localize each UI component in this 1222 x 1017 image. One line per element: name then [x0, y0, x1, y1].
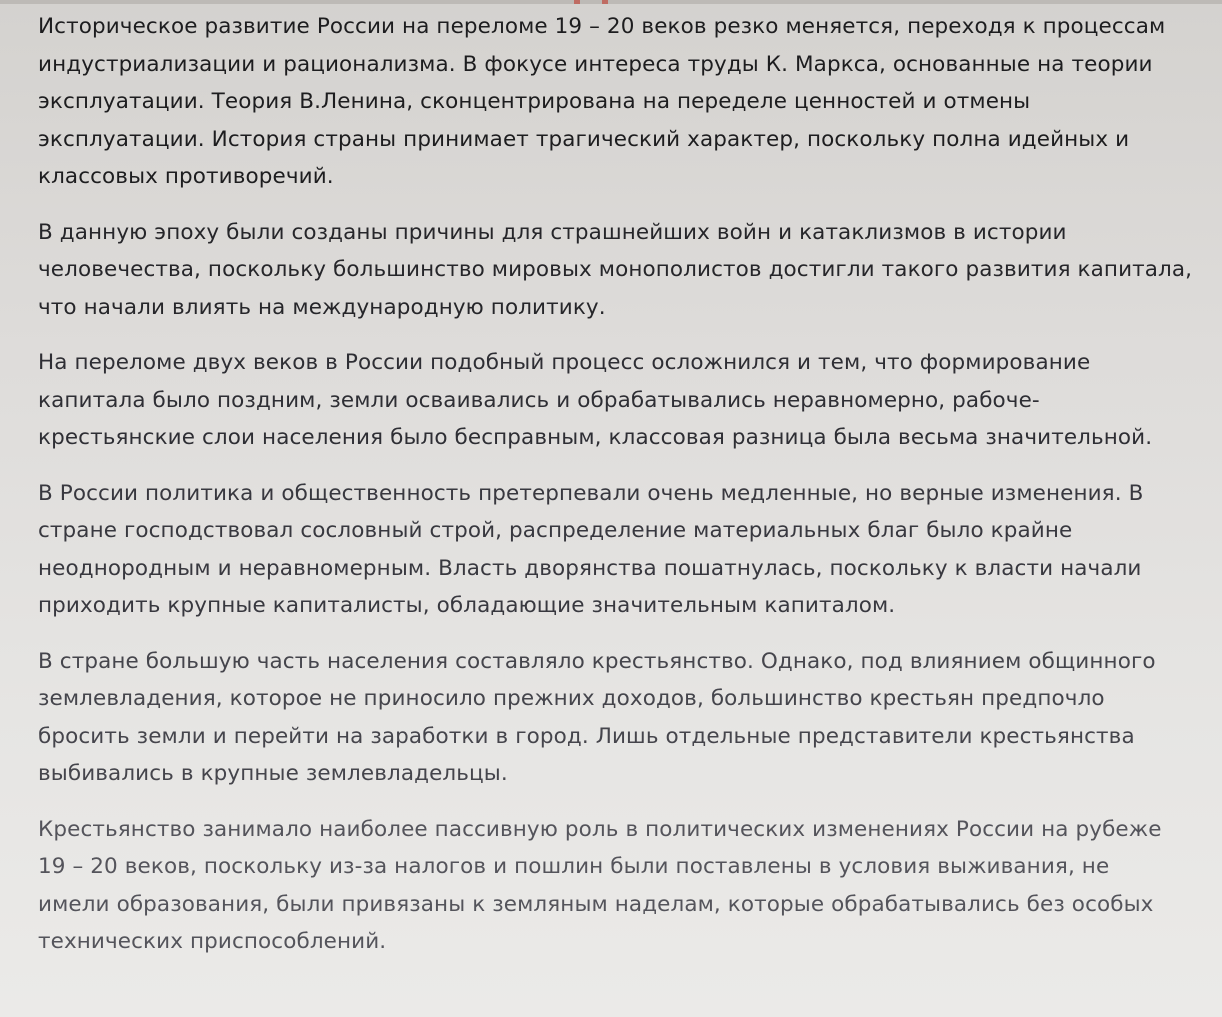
- paragraph-6: [38, 811, 1214, 961]
- text-line: Крестьянство занимало наиболее пассивную роль в политических изменениях России на рубеже: [38, 816, 1162, 842]
- text-line: стране господствовал сословный строй, распределение материальных благ было крайне: [38, 518, 1073, 543]
- cropped-red-mark: [602, 0, 608, 4]
- text-line: человечества, поскольку большинство мировых монополистов достигли такого развития капитала,: [38, 257, 1193, 282]
- paragraph-3: [38, 344, 1214, 457]
- paragraph-1: [38, 8, 1214, 196]
- text-line: эксплуатации. История страны принимает трагический характер, поскольку полна идейных и: [38, 126, 1130, 152]
- text-line: неоднородным и неравномерным. Власть дворянства пошатнулась, поскольку к власти начали: [38, 555, 1142, 581]
- text-line: Историческое развитие России на переломе 19 – 20 веков резко меняется, переходя к процессам: [38, 14, 1166, 39]
- text-line: В данную эпоху были созданы причины для страшнейших войн и катаклизмов в истории: [38, 219, 1067, 245]
- text-line: выбивались в крупные землевладельцы.: [38, 761, 508, 786]
- text-line: На переломе двух веков в России подобный процесс осложнился и тем, что формирование: [38, 350, 1091, 375]
- text-line: В стране большую часть населения составляло крестьянство. Однако, под влиянием общинного: [38, 648, 1156, 674]
- text-line: В России политика и общественность претерпевали очень медленные, но верные изменения. В: [38, 480, 1144, 506]
- text-line: технических приспособлений.: [38, 929, 387, 954]
- paragraph-5: [38, 643, 1214, 793]
- paragraph-4: [38, 475, 1214, 625]
- text-line: индустриализации и рационализма. В фокусе интереса труды К. Маркса, основанные на теории: [38, 51, 1153, 77]
- paragraph-2: [38, 214, 1214, 327]
- text-line: классовых противоречий.: [38, 164, 334, 189]
- text-line: что начали влиять на международную политику.: [38, 294, 606, 320]
- text-line: капитала было поздним, земли осваивались и обрабатывались неравномерно, рабоче-: [38, 387, 1040, 413]
- article-body: [38, 8, 1214, 979]
- text-line: бросить земли и перейти на заработки в город. Лишь отдельные представители крестьянства: [38, 723, 1135, 749]
- text-line: крестьянские слои населения было бесправным, классовая разница была весьма значительной.: [38, 425, 1153, 450]
- text-line: 19 – 20 веков, поскольку из-за налогов и пошлин были поставлены в условия выживания, не: [38, 854, 1110, 879]
- text-line: приходить крупные капиталисты, обладающие значительным капиталом.: [38, 593, 896, 618]
- text-line: эксплуатации. Теория В.Ленина, сконцентрирована на переделе ценностей и отмены: [38, 89, 1031, 114]
- text-line: землевладения, которое не приносило прежних доходов, большинство крестьян предпочло: [38, 686, 1105, 711]
- text-line: имели образования, были привязаны к земляным наделам, которые обрабатывались без особых: [38, 891, 1154, 917]
- top-edge-strip: [0, 0, 1222, 4]
- cropped-red-mark: [574, 0, 580, 4]
